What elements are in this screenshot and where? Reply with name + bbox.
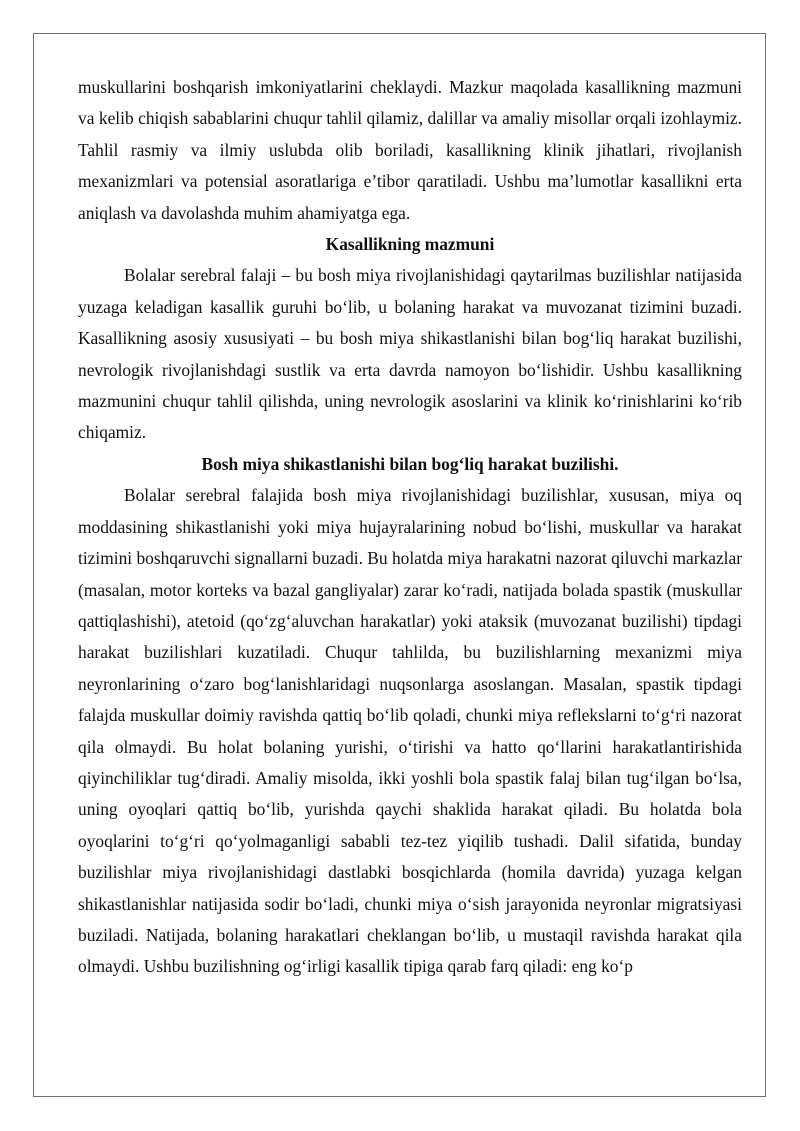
- section-paragraph-movement-disorder: Bolalar serebral falajida bosh miya rivojlanishidagi buzilishlar, xususan, miya oq moddasining shikastlanishi yoki miya hujayralarining nobud bo‘lishi, muskullar va harakat tizimini boshqaruvchi signallarni buzadi. Bu holatda miya harakatni nazorat qiluvchi markazlar (masalan, motor korteks va bazal gangliyalar) zarar ko‘radi, natijada bolada spastik (muskullar qattiqlashishi), atetoid (qo‘zg‘aluvchan harakatlar) yoki ataksik (muvozanat buzilishi) tipdagi harakat buzilishlari kuzatiladi. Chuqur tahlilda, bu buzilishlarning mexanizmi miya neyronlarining o‘zaro bog‘lanishlaridagi nuqsonlarga asoslangan. Masalan, spastik tipdagi falajda muskullar doimiy ravishda qattiq bo‘lib qoladi, chunki miya reflekslarni to‘g‘ri nazorat qila olmaydi. Bu holat bolaning yurishi, o‘tirishi va hatto qo‘llarini harakatlantirishida qiyinchiliklar tug‘diradi. Amaliy misolda, ikki yoshli bola spastik falaj bilan tug‘ilgan bo‘lsa, uning oyoqlari qattiq bo‘lib, yurishda qaychi shaklida harakat qiladi. Bu holatda bola oyoqlarini to‘g‘ri qo‘yolmaganligi sababli tez-tez yiqilib tushadi. Dalil sifatida, bunday buzilishlar miya rivojlanishidagi dastlabki bosqichlarda (homila davrida) yuzaga kelgan shikastlanishlar natijasida sodir bo‘ladi, chunki miya o‘sish jarayonida neyronlar migratsiyasi buziladi. Natijada, bolaning harakatlari cheklangan bo‘lib, u mustaqil ravishda harakat qila olmaydi. Ushbu buzilishning og‘irligi kasallik tipiga qarab farq qiladi: eng ko‘p: [78, 485, 743, 977]
- intro-paragraph: muskullarini boshqarish imkoniyatlarini cheklaydi. Mazkur maqolada kasallikning mazmuni va kelib chiqish sabablarini chuqur tahlil qilamiz, dalillar va amaliy misollar orqali izohlaymiz. Tahlil rasmiy va ilmiy uslubda olib boriladi, kasallikning klinik jihatlari, rivojlanish mexanizmlari va potensial asoratlariga e’tibor qaratiladi. Ushbu ma’lumotlar kasallikni erta aniqlash va davolashda muhim ahamiyatga ega.: [78, 77, 742, 223]
- section-heading-movement-disorder: Bosh miya shikastlanishi bilan bog‘liq harakat buzilishi.: [201, 453, 619, 474]
- section-heading-disease-content: Kasallikning mazmuni: [325, 234, 495, 255]
- section-paragraph-disease-content: Bolalar serebral falaji – bu bosh miya rivojlanishidagi qaytarilmas buzilishlar natijasida yuzaga keladigan kasallik guruhi bo‘lib, u bolaning harakat va muvozanat tizimini buzadi. Kasallikning asosiy xususiyati – bu bosh miya shikastlanishi bilan bog‘liq harakat buzilishi, nevrologik rivojlanishdagi sustlik va erta davrda namoyon bo‘lishidir. Ushbu kasallikning mazmunini chuqur tahlil qilishda, uning nevrologik asoslarini va klinik ko‘rinishlarini ko‘rib chiqamiz.: [78, 265, 742, 443]
- document-body: [78, 72, 742, 983]
